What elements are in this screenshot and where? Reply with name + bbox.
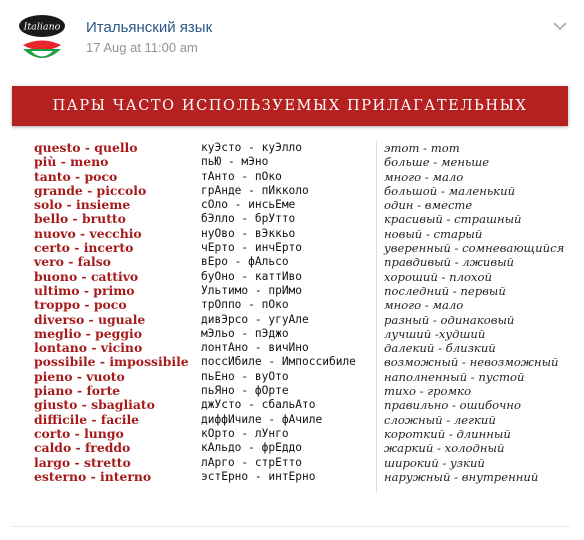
pronunciation-column [201, 141, 356, 484]
pronunciation-pair: джУсто - сбальАто [201, 398, 316, 412]
russian-translation-pair: широкий - узкий [384, 455, 485, 470]
chevron-down-icon[interactable] [552, 20, 568, 32]
russian-translation-pair: этот - тот [384, 141, 460, 155]
russian-translation-pair: много - мало [384, 298, 464, 313]
pronunciation-pair: кАльдо - фрЕддо [201, 441, 303, 455]
pronunciation-pair: пьЮ - мЭно [201, 155, 269, 169]
italian-word-pair: nuovo - vecchio [34, 225, 142, 241]
russian-translation-pair: возможный - невозможный [384, 355, 559, 370]
italian-column [34, 141, 189, 484]
pronunciation-pair: тАнто - пОко [201, 169, 282, 183]
pronunciation-pair: дивЭрсо - угуАле [201, 312, 309, 326]
russian-translation-pair: далекий - близкий [384, 341, 496, 356]
pronunciation-pair: поссИбиле - Импоссибиле [201, 355, 356, 369]
italian-word-pair: meglio - peggio [34, 325, 142, 341]
russian-translation-pair: короткий - длинный [384, 426, 511, 441]
pronunciation-pair: эстЕрно - интЕрно [201, 469, 316, 483]
italian-word-pair: ultimo - primo [34, 282, 135, 298]
russian-column [384, 141, 564, 484]
russian-translation-pair: лучший -худший [384, 326, 486, 341]
russian-translation-pair: больше - меньше [384, 155, 490, 170]
avatar-logo-text: Italiano [23, 21, 61, 33]
italian-word-pair: corto - lungo [34, 425, 124, 441]
pronunciation-pair: чЕрто - инчЕрто [201, 241, 303, 255]
italian-word-pair: più - meno [34, 154, 109, 170]
pronunciation-pair: диффИчиле - фАчиле [201, 412, 323, 426]
italian-word-pair: certo - incerto [34, 240, 134, 256]
italian-word-pair: piano - forte [34, 383, 121, 399]
community-name[interactable]: Итальянский язык [86, 19, 213, 36]
pronunciation-pair: нуОво - вЭккьо [201, 226, 296, 240]
russian-translation-pair: последний - первый [384, 283, 506, 298]
russian-translation-pair: один - вместе [384, 198, 473, 213]
italian-word-pair: vero - falso [34, 254, 111, 270]
italian-word-pair: bello - brutto [34, 211, 126, 227]
russian-translation-pair: разный - одинаковый [384, 312, 515, 327]
italian-word-pair: grande - piccolo [34, 182, 147, 198]
russian-translation-pair: сложный - легкий [384, 412, 496, 427]
pronunciation-pair: лонтАно - вичИно [201, 341, 309, 355]
lips-upper-shape [23, 41, 61, 51]
column-divider [376, 141, 377, 493]
italian-word-pair: difficile - facile [34, 411, 140, 427]
italian-word-pair: largo - stretto [34, 454, 131, 470]
pronunciation-pair: пьЕно - вуОто [201, 369, 289, 383]
italian-word-pair: pieno - vuoto [34, 368, 125, 384]
post-header [0, 0, 584, 76]
pronunciation-pair: кОрто - лУнго [201, 426, 289, 440]
russian-translation-pair: правильно - ошибочно [384, 398, 521, 413]
russian-translation-pair: наружный - внутренний [384, 469, 539, 484]
russian-translation-pair: большой - маленький [384, 183, 516, 198]
title-banner [12, 86, 568, 126]
post-divider [12, 526, 570, 527]
russian-translation-pair: много - мало [384, 169, 464, 184]
italian-word-pair: giusto - sbagliato [34, 397, 155, 413]
russian-translation-pair: жаркий - холодный [384, 441, 505, 456]
community-avatar[interactable] [14, 12, 70, 68]
russian-translation-pair: хороший - плохой [384, 269, 492, 284]
italian-word-pair: solo - insieme [34, 197, 131, 213]
pronunciation-pair: лАрго - стрЕтто [201, 455, 303, 469]
pronunciation-pair: Ультимо - прИмо [201, 283, 303, 297]
pronunciation-pair: сОло - инсьЕме [201, 198, 296, 212]
banner-title: ПАРЫ ЧАСТО ИСПОЛЬЗУЕМЫХ ПРИЛАГАТЕЛЬНЫХ [52, 98, 528, 114]
pronunciation-pair: вЕро - фАльсо [201, 255, 289, 269]
italian-word-pair: caldo - freddo [34, 440, 131, 456]
pronunciation-pair: мЭльо - пЭджо [201, 326, 289, 340]
pronunciation-pair: пьЯно - фОрте [201, 384, 289, 398]
russian-translation-pair: наполненный - пустой [384, 369, 525, 384]
italian-word-pair: esterno - interno [34, 468, 152, 484]
russian-translation-pair: тихо - громко [384, 384, 472, 399]
pronunciation-pair: куЭсто - куЭлло [201, 141, 303, 154]
italian-word-pair: lontano - vicino [34, 340, 143, 356]
post-timestamp[interactable]: 17 Aug at 11:00 am [86, 40, 198, 55]
pronunciation-pair: бЭлло - брУтто [201, 212, 296, 226]
italian-word-pair: diverso - uguale [34, 311, 146, 327]
italian-word-pair: tanto - poco [34, 168, 118, 184]
italian-word-pair: possibile - impossibile [34, 354, 189, 370]
pronunciation-pair: буОно - каттИво [201, 269, 303, 283]
italian-word-pair: buono - cattivo [34, 268, 139, 284]
russian-translation-pair: правдивый - лживый [384, 255, 514, 270]
pronunciation-pair: трОппо - пОко [201, 298, 289, 312]
russian-translation-pair: уверенный - сомневающийся [384, 241, 565, 256]
italian-word-pair: troppo - poco [34, 297, 127, 313]
russian-translation-pair: красивый - страшный [384, 212, 522, 227]
pronunciation-pair: грАнде - пИкколо [201, 183, 309, 197]
russian-translation-pair: новый - старый [384, 226, 483, 241]
italian-word-pair: questo - quello [34, 140, 138, 155]
